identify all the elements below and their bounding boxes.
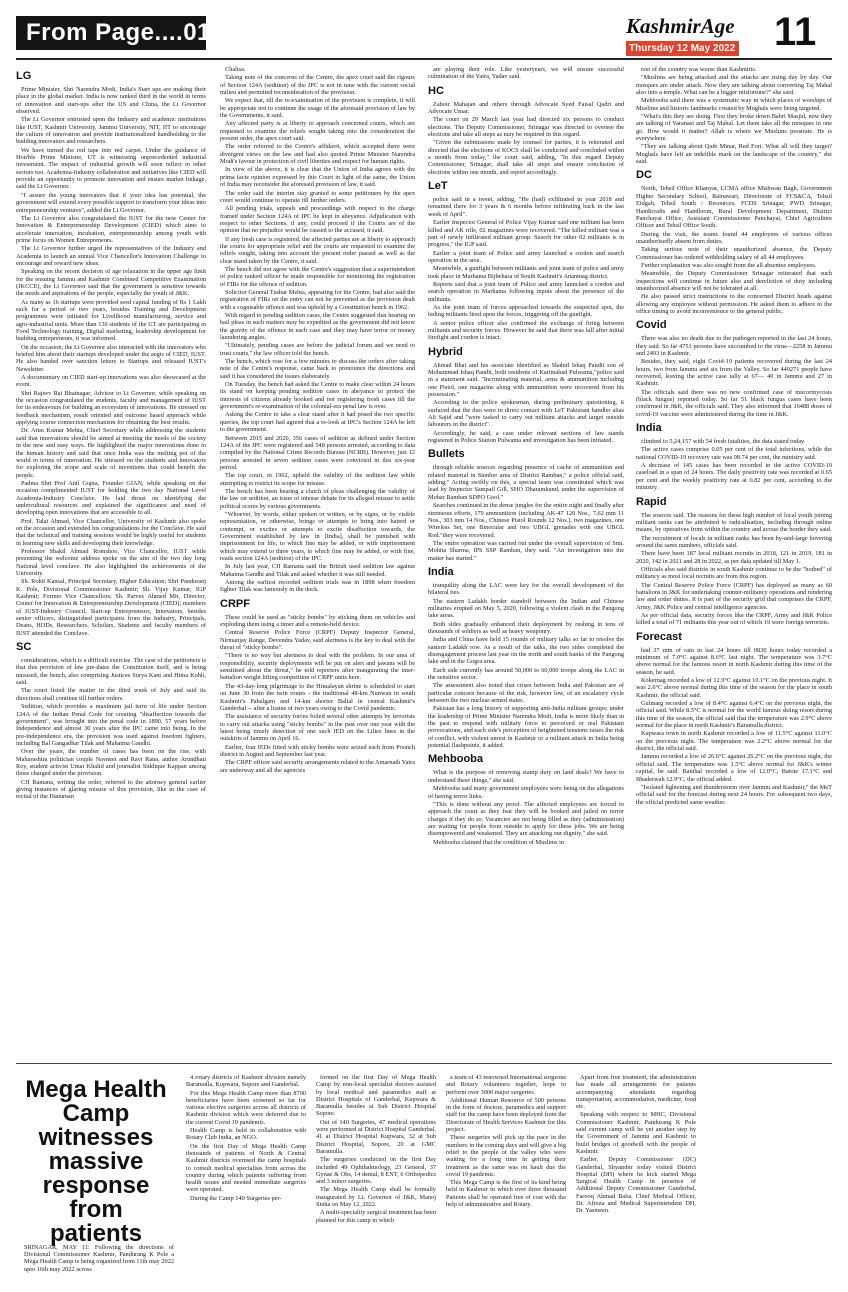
article-paragraph: The bench has been hearing a clutch of pleas challenging the validity of the law on sedition, an issue of intense debate for its alleged misuse to settle political scores by various governments.	[220, 487, 415, 510]
bottom-story-paragraph: Earlier, Deputy Commissioner (DC) Ganderbal, Shyambir today visited District Hospital (DH) where he kick started Mega Surgical Health Camp in presence of Additional Deputy Commissioner Ganderbal, Farooq Ahmad Baba, Chief Medical Officer, Dr. Afroza and Medical Superintendent DH, Dr. Yasmeen.	[576, 1156, 696, 1215]
article-paragraph: He also passed strict instructions to the concerned District heads against allowing any employee without permission. He asked them to adhere to the office timing to avoid inconvenience to the general public.	[636, 293, 832, 315]
article-paragraph: Central Reserve Police Force (CRPF) Deputy Inspector General, Nirmanjay Range, Devendra Yadav, said alertness is the key to deal with the threat of "sticky bombs".	[220, 629, 415, 652]
article-paragraph: Mehbooba said many government employees were being on the allegations of having terror links.	[428, 785, 624, 800]
article-paragraph: These could be used as "sticky bombs" by sticking them on vehicles and exploding them using a timer and a remote-held device.	[220, 613, 415, 629]
article-paragraph: Asking the Centre to take a clear stand after it had posed the two specific queries, the top court had agreed that a re-look at IPC's Section 124A be left to the government.	[220, 411, 415, 434]
article-paragraph: Officials also said districts in south Kashmir continue to be the "hotbed" of militancy as most local recruits are from this region.	[636, 565, 832, 581]
article-paragraph: police said in a tweet, adding, "He (had) exfiltrated in year 2018 and remained there for 3 years & 6 months before infiltrating back in the last week of April".	[428, 196, 624, 218]
article-paragraph: There have been 187 local militant recruits in 2018, 121 in 2019, 181 in 2020, 142 in 2021 and 28 in 2022, as per data updated till May 1.	[636, 550, 832, 565]
article-paragraph: Professor Shakil Ahmad Romshoo, Vice Chancellor, IUST while presenting the welcome address spoke on the aim of the two day long National level conclave. He also highlighted the achievements of the University.	[16, 547, 206, 577]
article-paragraph: had 37 mm of rain in last 24 hours till 0830 hours today recorded a minimum of 7.0°C against 8.6°C last night. The temperature was 3.7°C above normal for the famous resort in north Kashmir during this time of the season, he said.	[636, 646, 832, 676]
article-heading: SC	[16, 641, 32, 654]
article-heading: Forecast	[636, 630, 682, 643]
bottom-story-paragraph: Apart from free treatment, the administration has made all arrangements for patients accompanying attendants regarding transportation, accommodation, medicine, food etc.	[576, 1074, 696, 1111]
article-paragraph: Sedition, which provides a maximum jail term of life under Section 124A of the Indian Penal Code for creating "disaffection towards the government", was brought into the penal code in 1890, 57 years before Independence and almost 30 years after the IPC came into being. In the pre-Independence era, the provision was used against freedom fighters, including Bal Gangadhar Tilak and Mahatma Gandhi.	[16, 703, 206, 747]
article-paragraph: considerations, which is a difficult exercise. The case of the petitioners is that this provision of law pre-dates the Constitution itself, and is being misused, the bench, also comprising Justices Surya Kant and Hima Kohli, said.	[16, 657, 206, 687]
bottom-story-paragraph: A multi-speciality surgical treatment has been planned for this camp in which	[316, 1209, 436, 1224]
article-paragraph: The court on 29 March last year had directed six persons to conduct elections. The Deputy Commissioner, Srinagar was directed to oversee the elections and take all steps as may be required in this regard.	[428, 116, 624, 139]
article-paragraph: With regard to pending sedition cases, the Centre suggested that hearing on bail pleas in such matters may be expedited as the government did not know the gravity of the offence in each case and they may have terror or money laundering angles.	[220, 312, 415, 342]
bottom-story-paragraph: These surgeries will pick up the pace in the numbers in the coming days and will give a big relief to the people of the valley who were waiting for a long time in getting their treatment as the same was on hault due the covid 19 pandemic.	[446, 1134, 566, 1178]
article-paragraph: The Lt Governor also congratulated the IUST for the new Center for Innovation & Entrepreneurship Development (CIED) which aims to accelerate innovation, incubation, entrepreneurship among youth with prime focus on Women Entrepreneurs.	[16, 214, 206, 244]
article-paragraph: Speaking on the recent decision of age relaxation in the upper age limit for the ensuing Jammu and Kashmir Combined Competitive Examination (JKCCE), the Lt Governor said that the government is sensitive towards the needs and aspirations of the people, especially the youth of J&K.	[16, 268, 206, 298]
article-paragraph: North, Tehsil Office Khanyar, LCMA office Mishwan Bagh, Government Higher Secondary School, Rainawari, Directorate of FCS&CA, Tehsil Eidgah, Tehsil South / Resources, FCDS Srinagar, PWD Srinagar, Handicrafts and Handloom, Rural Development Department, District Panchayat Office, Assistant Commissioner Panchayat, Chief Agriculture Officer and Tehsil Office South.	[636, 185, 832, 230]
bottom-story-column-4	[576, 1074, 696, 1284]
article-heading: DC	[636, 169, 652, 182]
article-paragraph: The Lt Governor further urged the representatives of the Industry and Academia to launch an annual Vice Chancellor's Innovation Challenge to encourage and reward new ideas.	[16, 245, 206, 267]
article-column-4	[636, 66, 832, 1056]
article-paragraph: The Central Reserve Police Force (CRPF) has deployed as many as 60 battalions in J&K for undertaking counter-militancy operations and rendering law and order duties. It is part of the security grid that comprises the CRPF, Army, J&K Police and central intelligence agencies.	[636, 581, 832, 611]
article-paragraph: What is the purpose of removing stamp duty on land deals? We have to understand these things," she said.	[428, 769, 624, 784]
article-paragraph: The court listed the matter in the third week of July and said its directions shall continue till further orders.	[16, 687, 206, 702]
article-paragraph: During the visit, the teams found 44 employees of various offices unauthorisedly absent from duties.	[636, 230, 832, 245]
article-paragraph: Jammu recorded a low of 26.6°C against 26.2°C on the previous night, the official said. The temperature was 1.5°C above normal for J&K's winter capital, he said. Banihal recorded a low of 12.0°C, Batote 17.1°C and Bhaderwah 12.9°C, the official added.	[636, 753, 832, 783]
issue-date: Thursday 12 May 2022	[626, 41, 739, 56]
article-paragraph: "Given the submissions made by counsel for parties, it is reiterated and directed that the elections of KOCS shall be conducted and concluded within a month from today," the court said, adding, "In this regard Deputy Commissioner, Srinagar, shall take all steps and ensure conclusion of elections within one month, and report accordingly.	[428, 139, 624, 176]
article-paragraph: Kokernag recorded a low of 12.9°C against 10.1°C on the previous night. It was 2.6°C above normal during this time of the season for the place in south Kashmir, the official said.	[636, 677, 832, 699]
article-column-3	[428, 66, 624, 1056]
article-paragraph: According to the police spokesman, during preliminary questioning, it surfaced that the duo were in direct contact with LeT Pakistani handler alias Ali Sajid and "were tasked to carry out militant attacks and target outside labourers in the district".	[428, 399, 624, 429]
article-paragraph: We expect that, till the re-examination of the provision is complete, it will be appropriate not to continue the usage of the aforesaid provision of law by the Governments, it said.	[220, 97, 415, 120]
article-paragraph: Prof. Talat Ahmad, Vice Chancellor, University of Kashmir also spoke on the occasion and extended his congratulations for the Conclave. He said that the technical and training sessions would be highly useful for students in learning new skills and developing their knowledge.	[16, 517, 206, 547]
article-paragraph: Dr. Arun Kumar Mehta, Chief Secretary while addressing the students said that innovations should be aimed at meeting the needs of the society in the new and easy ways. He highlighted the major innovations done in the human history and said that once India was the melting pot of the world in terms of innovation. He stressed on the students and innovators for exploring the scope and scale of inventions that could benefit the people.	[16, 427, 206, 479]
article-paragraph: Meanwhile, the Deputy Commissioner Srinagar reiterated that such inspections will continue in future also and dereliction of duty including unauthorized absence will not be tolerated at all.	[636, 270, 832, 292]
bottom-story-column-2	[316, 1074, 436, 1284]
article-paragraph: Ahmad Bhat and his associate identified as Shahid Ishaq Pandit son of Mohammad Ishaq Pandit, both residents of Karimabad Pulwama,"police said in a statement said. "Incriminating material, arms & ammunition including one Pistol, one magazine along with ammunition were recovered from his possession."	[428, 361, 624, 399]
bottom-story-paragraph: During the Camp 140 Surgeries per-	[190, 1194, 282, 1202]
article-paragraph: "There is no way but alertness to deal with the problem. In our area of responsibility, security deployments will be put on alert and jawans will be sensitised about the threat," he told reporters after inaugurating the inter-battalion weight lifting competition of CRPF units here.	[220, 652, 415, 682]
article-paragraph: A senior police officer also confirmed the exchange of firing between militants and security forces. However he said that there was lull after initial firefight and cordon is intact.	[428, 319, 624, 342]
article-paragraph: Among the earliest recorded sedition trials was in 1898 when freedom fighter Tilak was famously in the dock.	[220, 579, 415, 594]
section-banner	[16, 16, 211, 50]
article-paragraph: As many as 16 startups were provided seed capital funding of Rs 1 Lakh each for a period of two years, besides Training and Development programmes were initiated for Livelihood manufacturing, service and agro-industrial units. More than 130 students of the UT are participating in Food Technology training, Digital marketing, leadership development for budding entrepreneurs, it was informed.	[16, 298, 206, 343]
article-paragraph: Meanwhile, a gunfight between militants and joint team of police and army took place in Marhama Bijbehara of South Kashmir's Anantnag district.	[428, 265, 624, 280]
bottom-story-headline: Mega Health Camp witnesses massive response from patients	[25, 1076, 167, 1247]
article-paragraph: Solicitor General Tushar Mehta, appearing for the Centre, had also said the registration of FIRs on the entry can not be prevented as the provision dealt with a cognisable offence and was upheld by a Constitution bench in 1962.	[220, 288, 415, 311]
article-heading: HC	[428, 84, 444, 97]
article-paragraph: "What's this they are doing. First they broke down Babri Masjid, now they are talking of Varanasi and Taj Mahal. Let them take all the mosques in one go. How would it matter? Allah is where we Muslims prostrate. He is everywhere.	[636, 113, 832, 143]
article-paragraph: are playing their role. Like yesteryears, we will ensure successful culmination of the Yatra, Yadav said.	[428, 66, 624, 81]
article-paragraph: Reports said that a joint team of Police and army launched a cordon and search operation in Marhama following inputs about the presence of the militants.	[428, 280, 624, 303]
article-paragraph: "They are talking about Qutb Minar, Red Fort. What all will they target? Mughals have left an indelible mark on the landscape of the country," she said.	[636, 143, 832, 166]
article-paragraph: Zahoir Mahajan and others through Advocate Syed Faisal Qadri and Advocate Umar.	[428, 100, 624, 116]
article-paragraph: A documentary on CIED start-up innovations was also showcased at the event.	[16, 374, 206, 389]
article-paragraph: The 43-day-long pilgrimage to the Himalayan shrine is scheduled to start on June 30 from the twin routes - the traditional 48-km Nunwan in south Kashmir's Pahalgam and 14-km shorter Baltal in central Kashmir's Ganderbal -- after a hiatus of two years owing to the Covid pandemic.	[220, 682, 415, 712]
bottom-section-rule	[16, 1063, 832, 1064]
bottom-story-paragraph: 4 rotary districts of Kashmir division namely Baramulla, Kupwara, Sopore and Ganderbal.	[186, 1074, 306, 1089]
article-paragraph: Prime Minister, Shri Narendra Modi, India's Start ups are making their place in the global market. India is now ranked third in the world in terms of innovation and start-ups after the US and China, the Lt Governor observed.	[16, 86, 206, 116]
article-paragraph: Kupwara town in north Kashmir recorded a low of 11.5°C against 11.0°C on the previous night. The temperature was 2.2°C above normal for the district, the official said.	[636, 730, 832, 753]
bottom-story-paragraph: This Mega Camp is the first of its kind being held in Kashmir in which over three thousand Patients shall be operated free of cost with the help of administrative and Rotary.	[446, 1179, 566, 1209]
article-paragraph: "Isolated lightening and thunderstorm over Jammu and Kashmir," the MeT official said for the forecast during next 24 hours. For subsequent two days, the official predicted same weather.	[636, 783, 832, 806]
article-paragraph: "Ultimately, pending cases are before the judicial forum and we need to trust courts," the law officer told the bench.	[220, 342, 415, 357]
article-column-1	[16, 66, 206, 1056]
article-paragraph: As per official data, security forces like the CRPF, Army and J&K Police killed a total of 71 militants this year out of which 19 were foreign terrorists.	[636, 611, 832, 627]
article-paragraph: Taking serious note of their unauthorized absence, the Deputy Commissioner has ordered withholding salary of all 44 employees.	[636, 246, 832, 261]
article-paragraph: There was also no death due to the pathogen reported in the last 24 hours, they said. So far 4751 persons have succumbed to the virus—2258 in Jammu and 2493 in Kashmir.	[636, 335, 832, 357]
article-paragraph: The bench did not agree with the Centre's suggestion that a superintendent of police ranked officer be made responsible for monitoring the registration of FIRs for the offence of sedition.	[220, 265, 415, 288]
article-paragraph: climbed to 5,24,157 with 54 fresh fatalities, the data stated today.	[641, 438, 806, 446]
article-paragraph: The assessment also noted that crises between India and Pakistan are of particular concern because of the risk, however low, of an escalatory cycle between the two nuclear-armed states.	[428, 682, 624, 705]
bottom-story-paragraph: Out of 140 Surgeries, 47 medical operations were performed at District Hospital Ganderbal, 41 at District Hospital Kupwara, 32 at Sub District Hospital, Sopore, 20 at GMC Baramulla.	[316, 1118, 436, 1155]
bottom-story-paragraph: Speaking with respect to MHC, Divisional Commissioner Kashmir, Pandurang K Pole said current camp will be yet another step by the Government of Jammu and Kashmir to build bridges of goodwill with the people of Kashmir.	[576, 1111, 696, 1155]
bottom-story-paragraph: Health Camp is held in collaboration with Rotary Club India, an NGO.	[186, 1127, 306, 1142]
bottom-story	[16, 1070, 832, 1286]
article-paragraph: The active cases comprise 0.05 per cent of the total infections, while the national COVID-19 recovery rate was 98.74 per cent, the ministry said.	[636, 446, 832, 461]
article-paragraph: Any affected party is at liberty to approach concerned courts, which are requested to examine the reliefs sought taking into the consideration the present order, the apex court said.	[220, 120, 415, 143]
article-paragraph: We have turned the red tape into red carpet. Under the guidance of Hon'ble Prime Minister, UT is witnessing unprecedented industrial investment. The impact of industrial growth will soon reflect in other sectors too. Academia-Industry collaboration and initiatives like CIED will provide an opportunity to promote innovation and ensure market linkage, said the Lt Governor.	[16, 146, 206, 191]
article-heading: India	[428, 565, 454, 578]
article-heading: Mehbooba	[428, 753, 483, 766]
article-paragraph: The top court, in 1962, upheld the validity of the sedition law while attempting to restrict its scope for misuse.	[220, 472, 415, 487]
article-paragraph: As the joint team of forces approached towards the suspected spot, the hiding militants fired upon the forces, triggering off the gunfight.	[428, 303, 624, 319]
article-heading: LG	[16, 70, 32, 82]
article-paragraph: CJI Ramana, writing the order, referred to the attorney general earlier giving instances of glaring misuse of this provision, like in the case of recital of the Hanuman	[16, 778, 206, 801]
article-heading: CRPF	[220, 597, 250, 610]
article-paragraph: The sources said. The reasons for these high number of local youth joining militant ranks can be attributed to radicalisation, including through online means, by operatives from within the country and across the border they said.	[636, 511, 832, 534]
article-paragraph: The order referred to the Centre's affidavit, which accepted there were divergent views on the law and had also quoted Prime Minister Narendra Modi's favour in protection of civil liberties and respect for human rights.	[220, 143, 415, 166]
article-paragraph: "Muslims are being attacked and the attacks are rising day by day. Our mosques are under attack. Now they are talking about converting Taj Mahal also into a temple. What can be a bigger misfortune?" she said.	[636, 74, 832, 97]
bottom-story-paragraph: a team of 43 renowned International surgeons and Rotary volunteers together, hope to perform over 3000 major surgeries.	[446, 1074, 566, 1096]
header-rule	[16, 58, 832, 60]
article-heading: Bullets	[428, 448, 465, 461]
article-paragraph: Each side currently has around 50,000 to 60,000 troops along the LAC in the sensitive sector.	[428, 666, 624, 682]
article-paragraph: Further explanation was also sought from the all absentee employees.	[641, 261, 817, 269]
article-paragraph: tranquility along the LAC were key for the overall development of the bilateral ties.	[428, 581, 624, 597]
article-heading: India	[636, 422, 662, 435]
article-paragraph: Earlier, four IEDs fitted with sticky bombs were seized each from Poonch district in August and September last year.	[220, 743, 415, 758]
bottom-story-paragraph: The surgeries conducted on the first Day included 49 Ophthalmology, 23 General, 37 Gynae & Obs, 14 dental, 8 ENT, 6 Orthopedics and 3 minor surgeries.	[316, 1156, 436, 1186]
article-paragraph: Shri Rajeev Rai Bhatnagar, Advisor to Lt Governor, while speaking on the occasion congratulated the students, faculty and management of IUST for its endeavours for building an ecosystem of innovations. He stressed on feedback mechanism, result oriented and outcome based approach while applying course connection mechanism for obtaining the best results.	[16, 389, 206, 427]
article-paragraph: Over the years, the number of cases has been on the rise, with Maharashtra politician couple Navneet and Ravi Rana, author Arundhati Roy, student activist Umar Khalid and journalist Siddique Kappan among those charged under the provision.	[16, 748, 206, 778]
article-paragraph: Taking note of the concerns of the Centre, the apex court said the rigours of Section 124A (sedition) of the IPC is not in tune with the current social milieu and permitted reconsideration of the provision.	[220, 74, 415, 97]
article-paragraph: On the occasion, the Lt Governor also interacted with the innovators who briefed him about their startups developed under the aegis of CIED, IUST. He also handed over sanction letters to Startups and released IUST's Newsletter.	[16, 343, 206, 373]
article-paragraph: through reliable sources regarding presence of cache of ammunition and related material in Sumber area of District Ramban," a police official said, adding," Acting swiftly on this, a special team was constituted which was lead by Inspector Sampail Gill, SHO Dharamkund, under the supervision of Mohar Ramban SDPO Gool."	[428, 464, 624, 501]
article-paragraph: The CRPF officer said security arrangements related to the Amarnath Yatra are underway and all the agencies	[220, 759, 415, 774]
article-paragraph: Sh. Rohit Kansal, Principal Secretary, Higher Education; Shri Panduranj K. Pole, Divisional Commissioner Kashmir; Sh. Vijay Kumar, IGP Kashmir; Former Vice Chancellors; Sh. Parvez Ahmed Mir, Director, Center for Innovation & Entrepreneurship Development (CIED); members of IUST-Industry Council, Start-up Entrepreneurs, Innovators, besides senior officers, distinguished participants from the Industry, Principals, Deans, HODs, Researchers, Scholars, Students and faculty members of IUST attended the Conclave.	[16, 578, 206, 637]
article-paragraph: Mehbooba said there was a systematic way in which places of worships of Muslims and historic landmarks created by Mughals were being targeted.	[636, 97, 832, 112]
article-paragraph: Accordingly, he said, a case under relevant sections of law stands registered in Police Station Pulwama and investigation has been initiated.	[428, 429, 624, 445]
section-banner-label: From Page....01	[26, 19, 211, 46]
newspaper-logo: KashmirAge	[626, 14, 735, 38]
article-paragraph: Earlier a joint team of Police and army launched a cordon and search operation in the area.	[428, 249, 624, 264]
article-paragraph: Between 2015 and 2020, 356 cases of sedition as defined under Section 124A of the IPC were registered and 548 persons arrested, according to data compiled by the National Crime Records Bureau (NCRB). However, just 12 persons arrested in seven sedition cases were convicted in this six-year period.	[220, 434, 415, 471]
article-heading: Rapid	[636, 495, 667, 508]
article-heading: Covid	[636, 319, 667, 332]
bottom-story-column-1	[186, 1074, 306, 1284]
article-paragraph: The entire operation was carried out under the overall supervision of Smt. Mohita Sharma, IPS SSP Ramban, they said. "An investigation into the matter has started."	[428, 539, 624, 562]
bottom-story-paragraph: formed on the first Day of Mega Health Camp by non-local specialist doctors assisted by local medical and paramedics staff at District Hospitals of Ganderbal, Kupwara & Baramulla besides at Sub District Hospital Sopore.	[316, 1074, 436, 1118]
article-paragraph: Gulmarg recorded a low of 8.4°C against 6.4°C on the previous night, the official said. While 8.5°C is normal for the world famous skiing resort during this time of the season, the official said that the temperature was 2.9°C above normal for the place in north Kashmir's Baramulla district.	[636, 700, 832, 730]
article-paragraph: rest of the country was worse than Kashmiris.	[641, 66, 757, 73]
bottom-story-paragraph: On the first Day of Mega Health Camp thousands of patients of North & Central Kashmir districts overused the camp hospitals to consult medical specialists from across the country during which patients suffering from health issues and needed immediate surgeries were operated.	[186, 1142, 306, 1194]
article-paragraph: The order said the interim stay granted to some petitioners by the apex court would continue to operate till further orders.	[220, 189, 415, 204]
article-paragraph: "Whoever, by words, either spoken or written, or by signs, or by visible representation, or otherwise, brings or attempts to bring into hatred or contempt, or excites or attempts to excite disaffection towards, the Government established by law in [India], shall be punished with imprisonment for life, to which fine may be added, or with imprisonment which may extend to three years, to which fine may be added, or with fine, reads section 124A (sedition) of the IPC.	[220, 510, 415, 562]
article-paragraph: Besides, they said, eight Covid-19 patients recovered during the last 24 hours, two from Jammu and six from the Valley. So far 449271 people have recovered, leaving the active case tally at 67— 40 in Jammu and 27 in Kashmir.	[636, 358, 832, 388]
bottom-story-paragraph: The Mega Health Camp shall be formally inaugurated by Lt. Governor of J&K, Manoj Sinha on May 12, 2022.	[316, 1186, 436, 1209]
article-paragraph: Pakistan has a long history of supporting anti-India militant groups; under the leadership of Prime Minister Narendra Modi, India is more likely than in the past to respond with military force to perceived or real Pakistani provocations, and each side's perception of heightened tensions raises the risk of conflict, with violent unrest in Kashmir or a militant attack in India being potential flashpoints, it added.	[428, 705, 624, 750]
article-paragraph: In July last year, CJI Ramana said the British used sedition law against Mahatma Gandhi and Tilak and asked whether it was still needed.	[220, 563, 415, 578]
article-paragraph: The bench, which rose for a few minutes to discuss the orders after taking note of the Centre's response, came back to pronounce the directions and said it has considered the issues elaborately.	[220, 358, 415, 380]
article-paragraph: India and China have held 15 rounds of military talks so far to resolve the eastern Ladakh row. As a result of the talks, the two sides completed the disengagement process last year on the north and south banks of the Pangong lake and in the Gogra area.	[428, 636, 624, 666]
article-paragraph: Chalisa.	[225, 66, 246, 73]
bottom-story-paragraph: For this Mega Health Camp more than 8700 beneficiaries have been screened so far for various elective surgeries across all districts of Kashmir division which were deferred due to the current Covid 19 pandemic.	[186, 1089, 306, 1126]
page-number: 11	[774, 10, 817, 54]
bottom-story-lead: SRINAGAR, MAY 11: Following the directions of Divisional Commissioner Kashmir, Pandurang K Pole a Mega Health Camp is being organized from 11th may 2022 upto 16th may 2022 across	[24, 1244, 174, 1273]
article-paragraph: "This is done without any proof. The affected employees are forced to approach the court as they fear they will be booked and jailed on terror charges if they do so. Vacancies are not being filled as they (administration) are waiting for people from outside to apply for these jobs. We are being disempowered and weakened. They are attacking our dignity," she said.	[428, 800, 624, 838]
article-column-2	[220, 66, 415, 1056]
article-paragraph: Earlier Inspector General of Police Vijay Kumar said one militant has been killed and AK rifle, 02 magazines were recovered. "The killed militant was a part of newly infiltrated militant group. Search for other 02 militants is in progress," the IGP said.	[428, 219, 624, 249]
article-paragraph: The Lt Governor entrusted upon the Industry and academic institutions like IUST, Kashmir University, Jammu University, NIT, IIT to encourage the culture of innovation and provide institutionalized handholding to the budding innovators and researchers.	[16, 116, 206, 146]
bottom-story-column-3	[446, 1074, 566, 1284]
article-paragraph: All pending trials, appeals and proceedings with respect to the charge framed under Section 124A of IPC be kept in abeyance. Adjudication with respect to other Sections, if any, could proceed if the Courts are of the opinion that no prejudice would be caused to the accused, it said.	[220, 205, 415, 235]
bottom-story-paragraph: Additional Human Resource of 500 persons in the form of doctors, paramedics and support staff for the camp have been deployed from the Directorate of Health Services Kashmir for this project.	[446, 1096, 566, 1134]
masthead	[622, 14, 772, 54]
article-heading: Hybrid	[428, 345, 463, 358]
article-paragraph: Both sides gradually enhanced their deployment by rushing in tens of thousands of soldiers as well as heavy weaponry.	[428, 620, 624, 635]
article-paragraph: Mehbooba claimed that the condition of Muslims in	[433, 838, 564, 846]
article-paragraph: The eastern Ladakh border standoff between the Indian and Chinese militaries erupted on May 5, 2020, following a violent clash in the Pangong lake areas.	[428, 597, 624, 620]
article-paragraph: Padma Shri Prof Anil Gupta, Founder GIAN, while speaking on the occasion complimented IUST for holding the two day National Level Academia-Industry Conclave. He laid thrust on identifying the undercultural resources and explained the significance and need of developing open innovations that are accessible to all.	[16, 479, 206, 517]
article-paragraph: A decrease of 145 cases has been recorded in the active COVID-19 caseload in a span of 24 hours. The daily positivity rate was recorded at 0.65 per cent and the weekly positivity rate at 0.82 per cent, according to the ministry.	[636, 462, 832, 492]
article-paragraph: The officials said there was no new confirmed case of mucormycosis (black fungus) reported today. So far 51 black fungus cases have been confirmed in J&K, the officials said. They also informed that 16488 doses of covid-19 vaccine were administered during the time in J&K.	[636, 388, 832, 418]
article-paragraph: The recruitment of locals in militant ranks has been by-and-large hovering around the same numbers, officials said.	[636, 534, 832, 549]
article-paragraph: On Tuesday, the bench had asked the Centre to make clear within 24 hours its stand on keeping pending sedition cases in abeyance to protect the interests of citizens already booked and not registering fresh cases till the government's re-examination of the colonial-era penal law is over.	[220, 381, 415, 411]
article-paragraph: The assistance of security forces foiled several other attempts by terrorists to carry out attacks using "sticky bombs" in the past over one year with the latest being timely detection of one such IED on the Lilies lines in the outskirts of Jammu on April 16.	[220, 713, 415, 743]
article-paragraph: "I assure the young innovators that if your idea has potential, the government will extend every possible support to transform your ideas into entrepreneurship ventures", added the Lt Governor.	[16, 191, 206, 214]
article-paragraph: In view of the above, it is clear that the Union of India agrees with the prima facie opinion expressed by this Court in light of the same, the Union of India may reconsider the aforesaid provision of law, it said.	[220, 166, 415, 189]
article-heading: LeT	[428, 180, 448, 193]
article-paragraph: Searches continued in the dense jungles for the entire night and finally after strenuous efforts, 179 ammunition (including AK-47 120 Nos., 7.62 mm 11 Nos., 303 mm 14 Nos., Chinese Pistol Rounds 12 Nos.), two magazines, one Wireless Set, one Binocular and two UBGL grenades with one UBGL Rod."they were recovered.	[428, 502, 624, 539]
article-paragraph: If any fresh case is registered, the affected parties are at liberty to approach the courts for appropriate relief and the courts are requested to examine the reliefs sought, taking into account the present order passed as well as the clear stand taken by the Centre, it said.	[220, 235, 415, 265]
